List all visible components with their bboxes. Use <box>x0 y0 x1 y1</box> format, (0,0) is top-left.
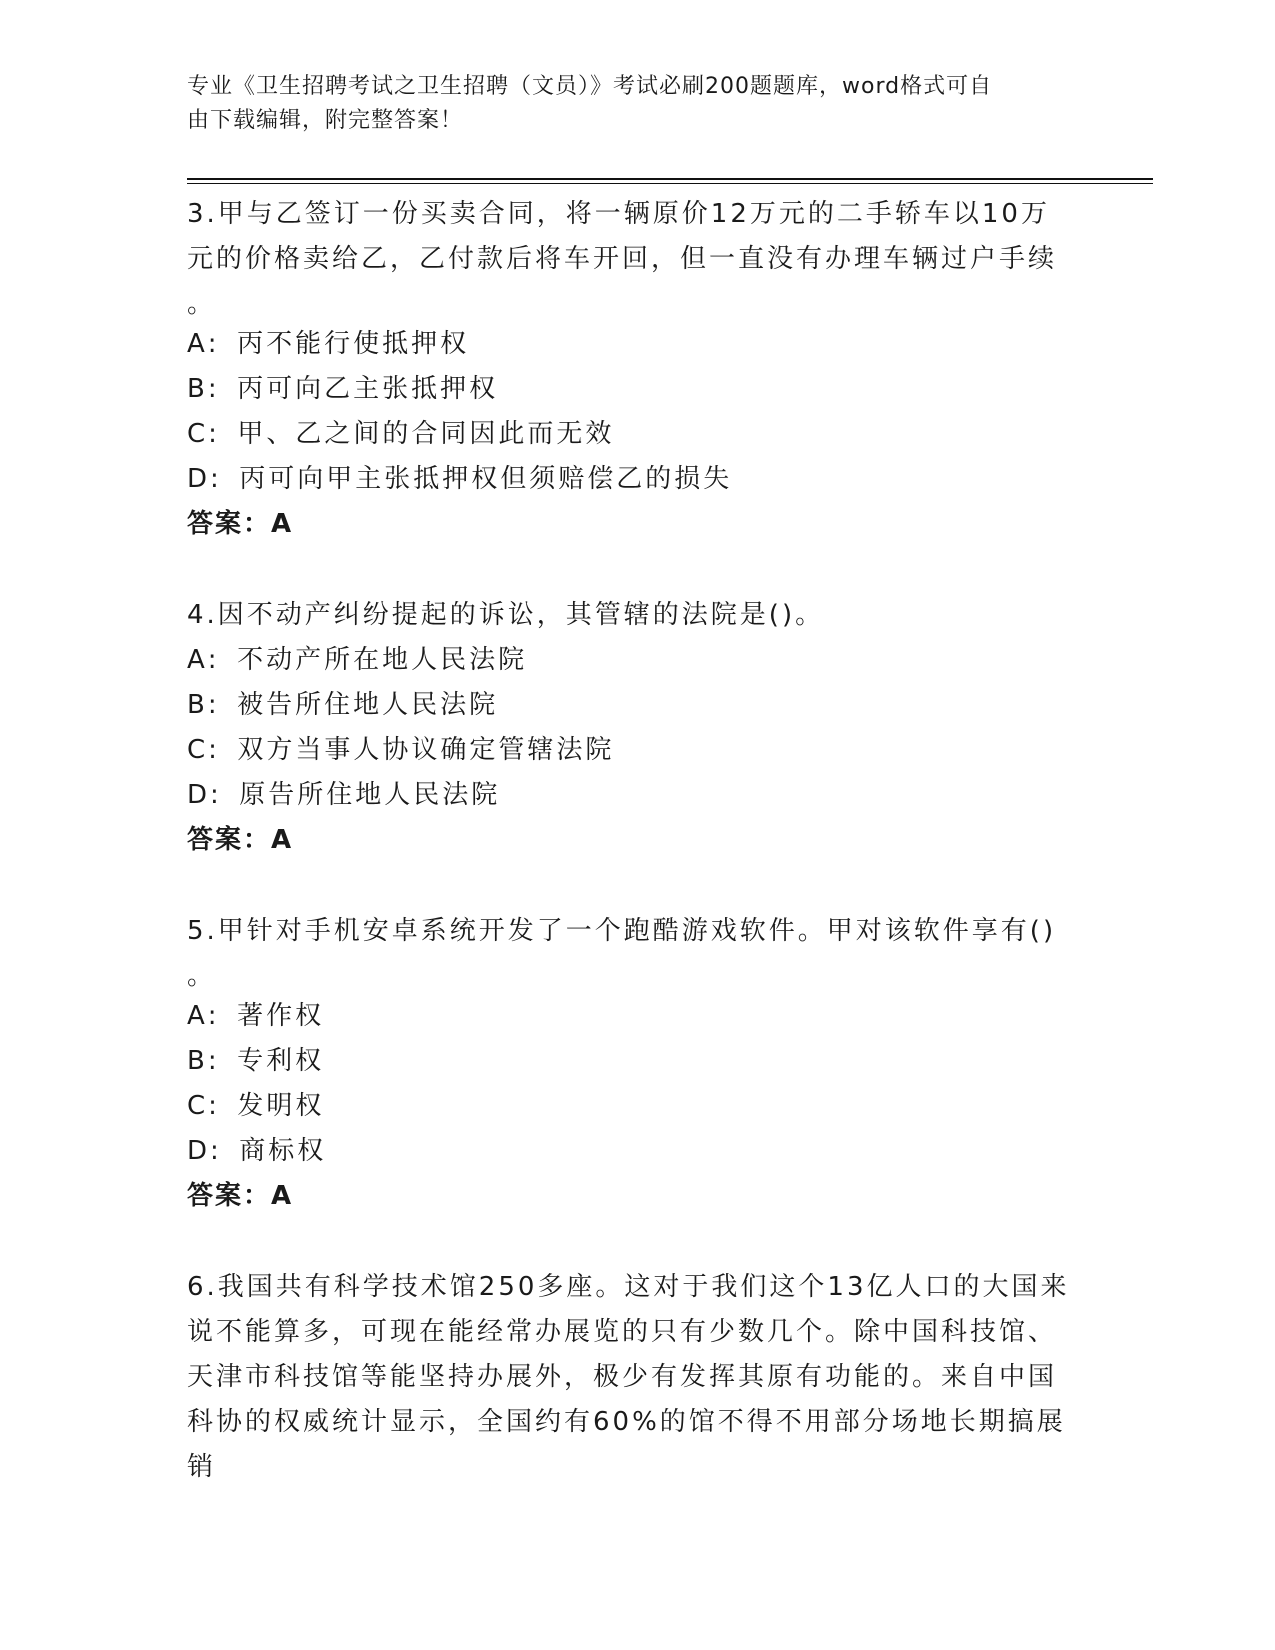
answer-line: 答案：A <box>187 1181 294 1211</box>
option-letter: A <box>187 645 208 675</box>
question-5 <box>187 909 1087 1219</box>
option-text: 双方当事人协议确定管辖法院 <box>237 735 615 765</box>
option-text: 发明权 <box>237 1091 325 1121</box>
option-b: B: 被告所住地人民法院 <box>187 683 1087 728</box>
option-letter: A <box>187 329 208 359</box>
header-rule-thick <box>187 178 1153 180</box>
option-letter: C <box>187 1091 209 1121</box>
question-stem-line: 天津市科技馆等能坚持办展外，极少有发挥其原有功能的。来自中国 <box>187 1362 1058 1392</box>
option-text: 不动产所在地人民法院 <box>237 645 528 675</box>
question-3 <box>187 192 1087 547</box>
question-4 <box>187 593 1087 863</box>
header-line-2: 由下载编辑，附完整答案！ <box>187 108 464 133</box>
option-c: C: 双方当事人协议确定管辖法院 <box>187 728 1087 773</box>
option-text: 商标权 <box>239 1136 327 1166</box>
option-d: D: 商标权 <box>187 1129 1087 1174</box>
option-text: 甲、乙之间的合同因此而无效 <box>237 419 615 449</box>
question-list <box>187 192 1087 1490</box>
option-text: 丙可向甲主张抵押权但须赔偿乙的损失 <box>239 464 733 494</box>
option-text: 原告所住地人民法院 <box>239 780 501 810</box>
question-stem-line: 。 <box>187 289 217 319</box>
question-stem-line: 元的价格卖给乙，乙付款后将车开回，但一直没有办理车辆过户手续 <box>187 244 1058 274</box>
option-letter: B <box>187 374 208 404</box>
document-header <box>187 70 1067 138</box>
option-letter: D <box>187 1136 211 1166</box>
option-letter: B <box>187 690 208 720</box>
question-stem-line: 3.甲与乙签订一份买卖合同，将一辆原价12万元的二手轿车以10万 <box>187 199 1050 229</box>
option-letter: D <box>187 464 211 494</box>
option-c: C: 甲、乙之间的合同因此而无效 <box>187 412 1087 457</box>
question-stem-line: 6.我国共有科学技术馆250多座。这对于我们这个13亿人口的大国来 <box>187 1272 1070 1302</box>
option-d: D: 丙可向甲主张抵押权但须赔偿乙的损失 <box>187 457 1087 502</box>
question-stem-line: 说不能算多，可现在能经常办展览的只有少数几个。除中国科技馆、 <box>187 1317 1058 1347</box>
answer-line: 答案：A <box>187 509 294 539</box>
option-text: 丙不能行使抵押权 <box>237 329 470 359</box>
option-b: B: 丙可向乙主张抵押权 <box>187 367 1087 412</box>
question-stem-line: 。 <box>187 961 217 991</box>
option-letter: D <box>187 780 211 810</box>
option-letter: C <box>187 419 209 449</box>
option-letter: B <box>187 1046 208 1076</box>
option-text: 著作权 <box>237 1001 325 1031</box>
question-stem-line: 4.因不动产纠纷提起的诉讼，其管辖的法院是()。 <box>187 600 825 630</box>
answer-line: 答案：A <box>187 825 294 855</box>
option-b: B: 专利权 <box>187 1039 1087 1084</box>
option-text: 专利权 <box>237 1046 325 1076</box>
question-6 <box>187 1265 1087 1490</box>
question-stem-line: 5.甲针对手机安卓系统开发了一个跑酷游戏软件。甲对该软件享有() <box>187 916 1057 946</box>
option-d: D: 原告所住地人民法院 <box>187 773 1087 818</box>
option-text: 丙可向乙主张抵押权 <box>237 374 499 404</box>
question-stem-line: 科协的权威统计显示，全国约有60%的馆不得不用部分场地长期搞展销 <box>187 1407 1066 1482</box>
option-c: C: 发明权 <box>187 1084 1087 1129</box>
option-a: A: 丙不能行使抵押权 <box>187 322 1087 367</box>
header-rule-thin <box>187 183 1153 184</box>
header-line-1: 专业《卫生招聘考试之卫生招聘（文员）》考试必刷200题题库，word格式可自 <box>187 74 993 99</box>
option-a: A: 著作权 <box>187 994 1087 1039</box>
option-letter: A <box>187 1001 208 1031</box>
option-a: A: 不动产所在地人民法院 <box>187 638 1087 683</box>
option-letter: C <box>187 735 209 765</box>
option-text: 被告所住地人民法院 <box>237 690 499 720</box>
